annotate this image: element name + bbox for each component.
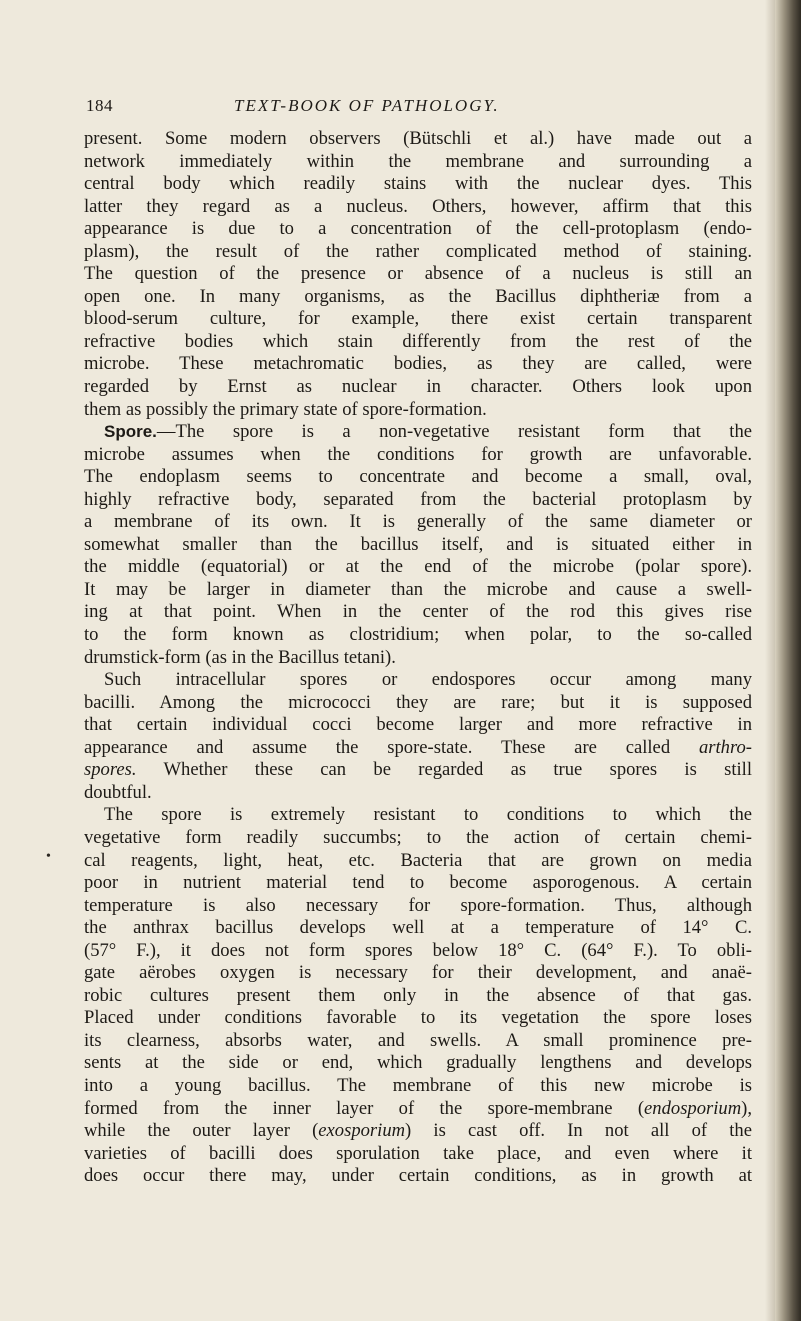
italic-term: endosporium	[644, 1097, 742, 1119]
text-line: a membrane of its own. It is generally of the same diameter or	[84, 511, 752, 533]
text-line: somewhat smaller than the bacillus itself, and is situated either in	[84, 533, 752, 555]
body-text	[84, 128, 752, 1188]
italic-term: exosporium	[318, 1120, 406, 1142]
paragraph-resistance	[84, 804, 752, 1187]
text-line: It may be larger in diameter than the microbe and cause a swell-	[84, 578, 752, 600]
text-run: formed from the inner layer of the spore-membrane (	[84, 1097, 645, 1119]
text-line: ing at that point. When in the center of the rod this gives rise	[84, 601, 752, 623]
page-gutter-shadow	[765, 0, 775, 1321]
text-line: doubtful.	[84, 781, 152, 803]
section-heading-spore: Spore.	[104, 422, 157, 442]
text-line: that certain individual cocci become larger and more refractive in	[84, 714, 752, 736]
text-run: appearance and assume the spore-state. These are called	[84, 736, 671, 758]
page-header	[86, 96, 746, 120]
text-line: its clearness, absorbs water, and swells. A small prominence pre-	[84, 1029, 752, 1051]
text-line: The question of the presence or absence of a nucleus is still an	[84, 263, 752, 285]
text-line: central body which readily stains with the nuclear dyes. This	[84, 173, 752, 195]
text-line: latter they regard as a nucleus. Others, however, affirm that this	[84, 195, 752, 217]
text-line	[84, 1098, 752, 1121]
text-run: ),	[741, 1097, 752, 1119]
paragraph-spore	[84, 421, 752, 669]
text-line: Such intracellular spores or endospores occur among many	[104, 669, 752, 691]
text-line: poor in nutrient material tend to become asporogenous. A certain	[84, 872, 752, 894]
text-line: to the form known as clostridium; when polar, to the so-called	[84, 624, 752, 646]
text-line: temperature is also necessary for spore-formation. Thus, although	[84, 894, 752, 916]
text-line: microbe. These metachromatic bodies, as they are called, were	[84, 353, 752, 375]
text-run: Whether these can be regarded as true spores is still	[163, 759, 753, 781]
text-line	[84, 737, 752, 760]
text-line: highly refractive body, separated from the bacterial protoplasm by	[84, 488, 752, 510]
text-line: The spore is extremely resistant to conditions to which the	[104, 804, 752, 826]
text-line: appearance is due to a concentration of the cell-protoplasm (endo-	[84, 218, 752, 240]
text-line: (57° F.), it does not form spores below 18° C. (64° F.). To obli-	[84, 939, 752, 961]
paragraph-endospores	[84, 669, 752, 804]
text-line: bacilli. Among the micrococci they are rare; but it is supposed	[84, 691, 752, 713]
text-line: blood-serum culture, for example, there exist certain transparent	[84, 308, 752, 330]
text-line: vegetative form readily succumbs; to the action of certain chemi-	[84, 826, 752, 848]
text-line: Placed under conditions favorable to its vegetation the spore loses	[84, 1007, 752, 1029]
text-line: regarded by Ernst as nuclear in character. Others look upon	[84, 376, 752, 398]
text-line	[84, 759, 752, 782]
text-line: open one. In many organisms, as the Bacillus diphtheriæ from a	[84, 285, 752, 307]
book-spine	[775, 0, 801, 1321]
text-line: the anthrax bacillus develops well at a temperature of 14° C.	[84, 917, 752, 939]
text-line: gate aërobes oxygen is necessary for their development, and anaë-	[84, 962, 752, 984]
italic-term: spores.	[84, 759, 137, 781]
text-line: sents at the side or end, which gradually lengthens and develops	[84, 1052, 752, 1074]
text-run: —The spore is a non-vegetative resistant form that the	[156, 421, 752, 443]
text-line: does occur there may, under certain conditions, as in growth at	[84, 1165, 752, 1187]
text-line: plasm), the result of the rather complicated method of staining.	[84, 240, 752, 262]
text-line: cal reagents, light, heat, etc. Bacteria that are grown on media	[84, 849, 752, 871]
text-line: network immediately within the membrane and surrounding a	[84, 150, 752, 172]
text-line: refractive bodies which stain differently from the rest of the	[84, 330, 752, 352]
text-line: them as possibly the primary state of spore-formation.	[84, 398, 487, 420]
italic-term: arthro-	[698, 736, 752, 758]
text-line: The endoplasm seems to concentrate and become a small, oval,	[84, 466, 752, 488]
text-run: while the outer layer (	[84, 1120, 319, 1142]
text-line: robic cultures present them only in the absence of that gas.	[84, 984, 752, 1006]
running-head: TEXT-BOOK OF PATHOLOGY.	[234, 96, 500, 115]
text-line: microbe assumes when the conditions for growth are unfavorable.	[84, 443, 752, 465]
text-line	[84, 1120, 752, 1143]
text-line: varieties of bacilli does sporulation take place, and even where it	[84, 1142, 752, 1164]
text-line: drumstick-form (as in the Bacillus tetani).	[84, 646, 396, 668]
margin-mark: •	[46, 849, 51, 864]
text-line	[84, 421, 752, 444]
text-line: into a young bacillus. The membrane of this new microbe is	[84, 1074, 752, 1096]
text-run: ) is cast off. In not all of the	[405, 1120, 752, 1142]
paragraph-nucleus	[84, 128, 752, 421]
text-line: present. Some modern observers (Bütschli et al.) have made out a	[84, 128, 752, 149]
text-line: the middle (equatorial) or at the end of the microbe (polar spore).	[84, 556, 752, 578]
page-number: 184	[86, 96, 113, 115]
